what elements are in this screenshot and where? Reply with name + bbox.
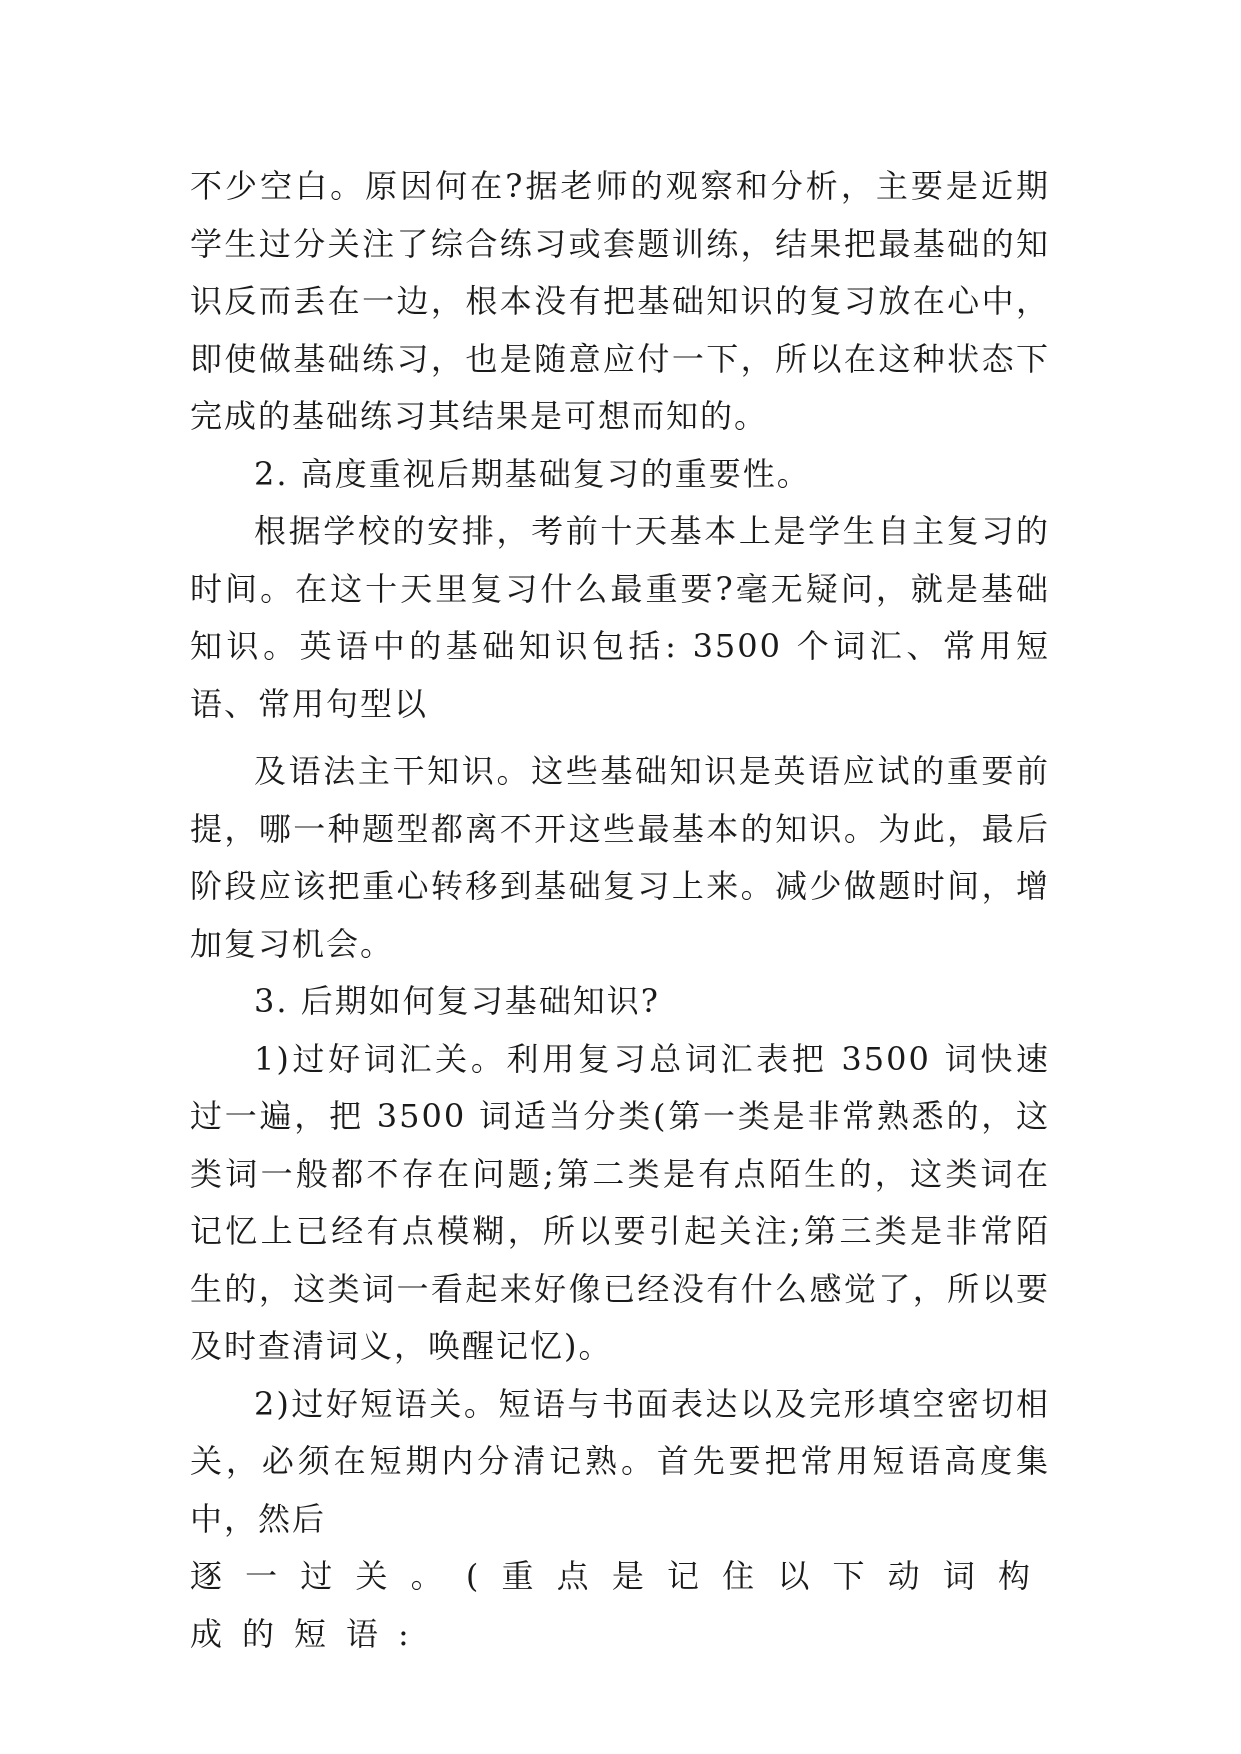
paragraph-vocabulary: 1)过好词汇关。利用复习总词汇表把 3500 词快速过一遍，把 3500 词适当分类(第一类是非常熟悉的，这类词一般都不存在问题;第二类是有点陌生的，这类词在记忆上已经有点模糊，所以要引起关注;第三类是非常陌生的，这类词一看起来好像已经没有什么感觉了，所以要及时查清词义，唤醒记忆)。 <box>190 1039 1050 1365</box>
paragraph-phrases-continued: 逐一过关。(重点是记住以下动词构成的短语: <box>190 1557 1050 1653</box>
document-body <box>190 158 1050 1663</box>
paragraph-continued-blanks: 不少空白。原因何在?据老师的观察和分析，主要是近期学生过分关注了综合练习或套题训练，结果把最基础的知识反而丢在一边，根本没有把基础知识的复习放在心中，即使做基础练习，也是随意应付一下，所以在这种状态下完成的基础练习其结果是可想而知的。 <box>190 167 1050 435</box>
heading-2-importance: 2. 高度重视后期基础复习的重要性。 <box>254 454 811 493</box>
paragraph-ten-days: 根据学校的安排，考前十天基本上是学生自主复习的时间。在这十天里复习什么最重要?毫无疑问，就是基础知识。英语中的基础知识包括: 3500 个词汇、常用短语、常用句型以 <box>190 512 1050 723</box>
paragraph-phrases: 2)过好短语关。短语与书面表达以及完形填空密切相关，必须在短期内分清记熟。首先要把常用短语高度集中，然后 <box>190 1384 1050 1538</box>
heading-3-how-to-review: 3. 后期如何复习基础知识? <box>254 982 660 1020</box>
paragraph-grammar: 及语法主干知识。这些基础知识是英语应试的重要前提，哪一种题型都离不开这些最基本的知识。为此，最后阶段应该把重心转移到基础复习上来。减少做题时间，增加复习机会。 <box>190 752 1050 963</box>
